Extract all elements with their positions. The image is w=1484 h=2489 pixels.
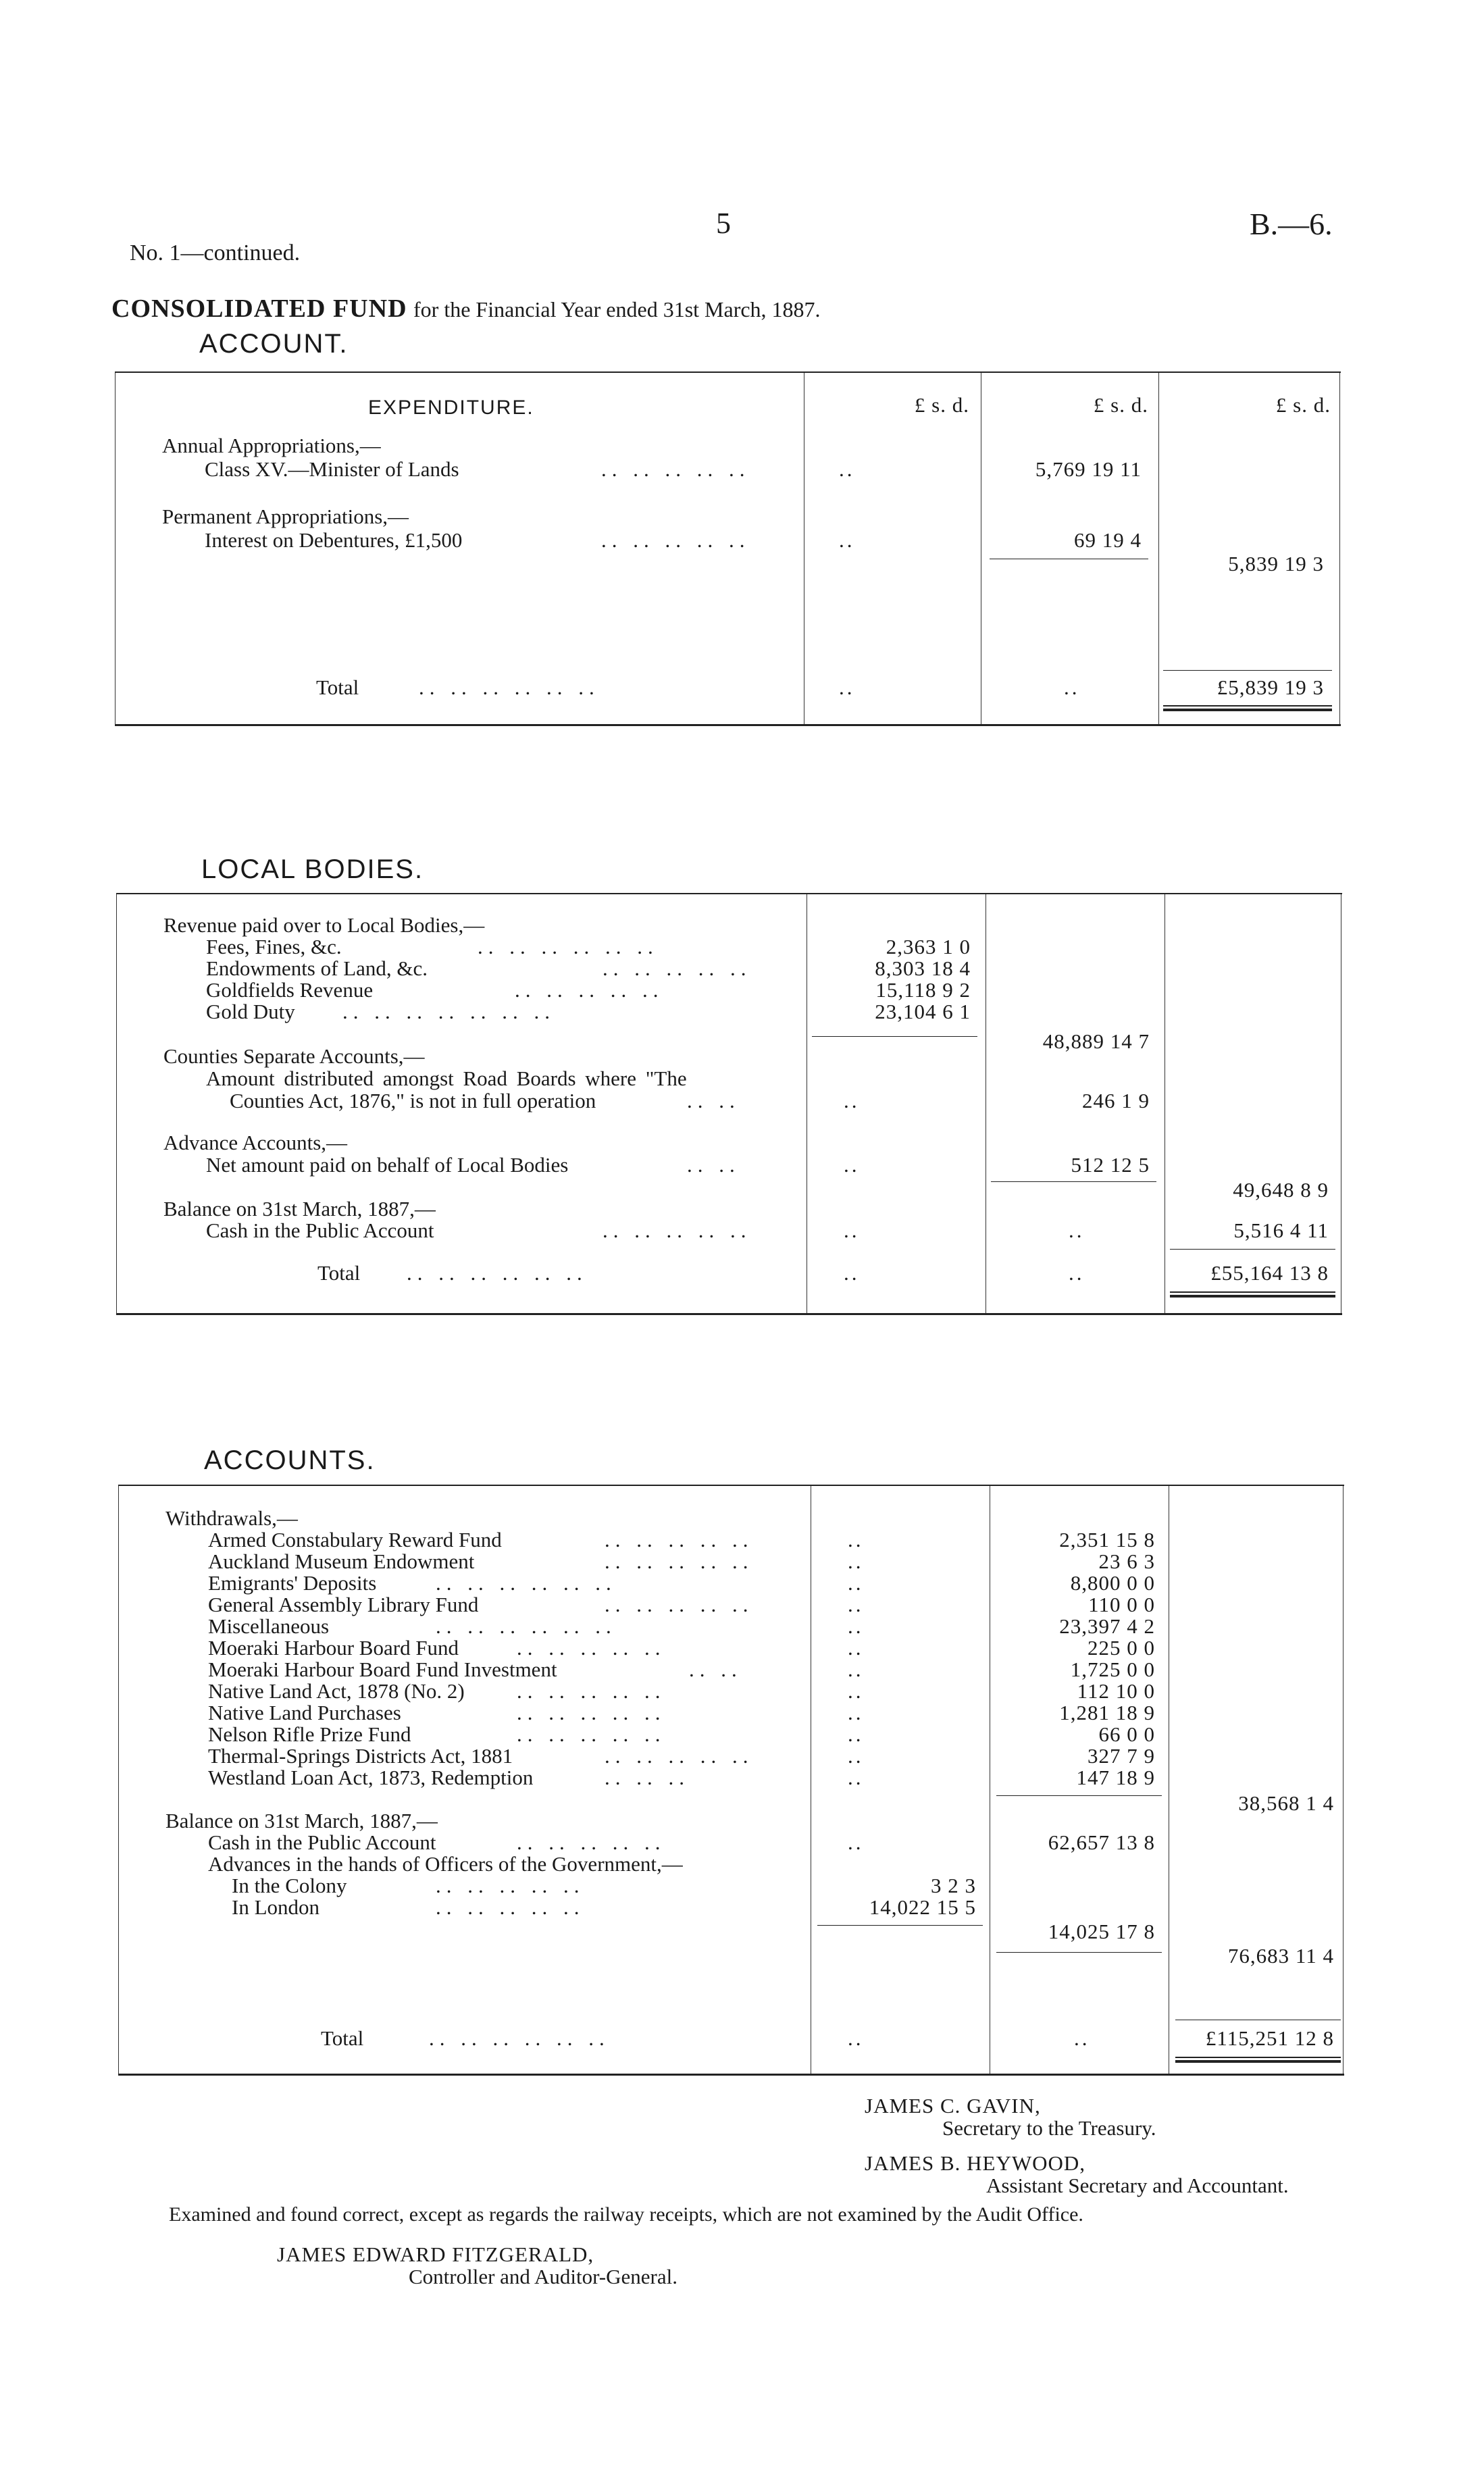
currency-head-2: £ s. d.	[1093, 393, 1148, 417]
annual-amount: 5,769 19 11	[1035, 457, 1142, 481]
empty-dots: ..	[848, 1614, 864, 1638]
fund-title-bold: CONSOLIDATED FUND	[111, 294, 407, 323]
balance-amount: 5,516 4 11	[1233, 1218, 1329, 1242]
doc-ref: B.—6.	[1250, 207, 1333, 241]
advance-item: Net amount paid on behalf of Local Bodies	[206, 1153, 569, 1177]
counties-amount: 246 1 9	[1082, 1089, 1150, 1112]
acc-balance-label: Balance on 31st March, 1887,—	[165, 1809, 438, 1832]
empty-dots: ..	[839, 675, 855, 699]
cash-amount: 62,657 13 8	[1048, 1830, 1155, 1854]
balance-item: Cash in the Public Account	[206, 1218, 434, 1242]
acc-item-amount: 23 6 3	[1098, 1549, 1155, 1573]
lb-item-amount: 15,118 9 2	[875, 978, 971, 1002]
lb-item-label: Gold Duty	[206, 1000, 295, 1023]
empty-dots: ..	[844, 1153, 860, 1177]
empty-dots: ..	[848, 1679, 864, 1703]
empty-dots: ..	[1074, 2026, 1090, 2050]
accounts-title: ACCOUNTS.	[204, 1445, 376, 1475]
empty-dots: ..	[844, 1089, 860, 1112]
annual-item: Class XV.—Minister of Lands	[205, 457, 459, 481]
london-item: In London	[232, 1895, 320, 1919]
leader-dots: .. .. .. .. ..	[517, 1701, 666, 1724]
fund-title	[111, 294, 821, 324]
revenue-label: Revenue paid over to Local Bodies,—	[163, 913, 485, 937]
leader-dots: .. .. .. .. ..	[605, 1549, 754, 1573]
leader-dots: .. .. .. .. ..	[603, 1218, 752, 1242]
empty-dots: ..	[848, 2026, 864, 2050]
leader-dots: .. ..	[689, 1658, 742, 1681]
leader-dots: .. .. .. .. ..	[605, 1744, 754, 1768]
revenue-total: 48,889 14 7	[1042, 1029, 1150, 1053]
empty-dots: ..	[848, 1658, 864, 1681]
balance-label: Balance on 31st March, 1887,—	[163, 1197, 436, 1221]
page-number: 5	[716, 207, 731, 240]
leader-dots: .. .. .. .. ..	[517, 1679, 666, 1703]
acc-item-amount: 110 0 0	[1088, 1593, 1155, 1616]
lb-subtotal: 49,648 8 9	[1233, 1178, 1329, 1202]
account-title: ACCOUNT.	[199, 329, 349, 359]
acc-item-amount: 225 0 0	[1088, 1636, 1155, 1660]
acc-total-label: Total	[321, 2026, 364, 2050]
advance-amount: 512 12 5	[1071, 1153, 1150, 1177]
sig1-name: JAMES C. GAVIN,	[865, 2094, 1041, 2118]
empty-dots: ..	[848, 1830, 864, 1854]
empty-dots: ..	[839, 528, 855, 552]
audit-note: Examined and found correct, except as regards the railway receipts, which are not examined by the Audit Office.	[169, 2203, 1083, 2226]
sig3-title: Controller and Auditor-General.	[409, 2265, 677, 2288]
accounts-table	[118, 1485, 1344, 2076]
perm-item: Interest on Debentures, £1,500	[205, 528, 463, 552]
leader-dots: .. .. .. .. ..	[605, 1593, 754, 1616]
leader-dots: .. .. .. .. ..	[601, 528, 750, 552]
acc-item-amount: 147 18 9	[1076, 1766, 1155, 1789]
leader-dots: .. ..	[687, 1089, 740, 1112]
annual-label: Annual Appropriations,—	[162, 434, 381, 457]
empty-dots: ..	[848, 1528, 864, 1551]
acc-item-label: Westland Loan Act, 1873, Redemption	[208, 1766, 534, 1789]
currency-head-1: £ s. d.	[914, 393, 969, 417]
colony-amount: 3 2 3	[931, 1874, 976, 1897]
empty-dots: ..	[1064, 675, 1080, 699]
colony-item: In the Colony	[232, 1874, 347, 1897]
leader-dots: .. .. .. .. ..	[517, 1722, 666, 1746]
empty-dots: ..	[839, 457, 855, 481]
leader-dots: .. .. .. .. ..	[601, 457, 750, 481]
acc-item-amount: 66 0 0	[1098, 1722, 1155, 1746]
acc-item-label: Native Land Purchases	[208, 1701, 401, 1724]
lb-item-amount: 8,303 18 4	[875, 956, 971, 980]
leader-dots: .. .. .. .. .. ..	[419, 675, 600, 699]
leader-dots: .. .. .. .. ..	[436, 1874, 585, 1897]
empty-dots: ..	[848, 1744, 864, 1768]
local-bodies-title: LOCAL BODIES.	[201, 854, 424, 884]
acc-item-label: Thermal-Springs Districts Act, 1881	[208, 1744, 513, 1768]
acc-item-label: Native Land Act, 1878 (No. 2)	[208, 1679, 465, 1703]
sig3-name: JAMES EDWARD FITZGERALD,	[277, 2242, 594, 2266]
leader-dots: .. .. ..	[605, 1766, 690, 1789]
acc-item-label: Auckland Museum Endowment	[208, 1549, 475, 1573]
empty-dots: ..	[848, 1722, 864, 1746]
lb-total: £55,164 13 8	[1210, 1261, 1329, 1285]
lb-item-label: Endowments of Land, &c.	[206, 956, 428, 980]
lb-item-label: Goldfields Revenue	[206, 978, 374, 1002]
leader-dots: .. .. .. .. .. ..	[436, 1571, 617, 1595]
leader-dots: .. .. .. .. ..	[517, 1636, 666, 1660]
empty-dots: ..	[848, 1549, 864, 1573]
leader-dots: .. .. .. .. ..	[517, 1830, 666, 1854]
perm-label: Permanent Appropriations,—	[162, 505, 409, 528]
leader-dots: .. .. .. .. .. ..	[478, 935, 659, 958]
sig2-name: JAMES B. HEYWOOD,	[865, 2151, 1085, 2175]
withdrawals-total: 38,568 1 4	[1238, 1791, 1334, 1815]
lb-item-amount: 2,363 1 0	[886, 935, 971, 958]
lb-item-label: Fees, Fines, &c.	[206, 935, 342, 958]
currency-head-3: £ s. d.	[1275, 393, 1331, 417]
empty-dots: ..	[848, 1636, 864, 1660]
withdrawals-label: Withdrawals,—	[165, 1506, 298, 1530]
acc-item-label: Armed Constabulary Reward Fund	[208, 1528, 502, 1551]
leader-dots: .. .. .. .. .. ..	[436, 1614, 617, 1638]
account-subtotal: 5,839 19 3	[1228, 552, 1324, 575]
advance-label: Advance Accounts,—	[163, 1131, 348, 1154]
leader-dots: .. .. .. .. ..	[603, 956, 752, 980]
sig1-title: Secretary to the Treasury.	[942, 2116, 1156, 2140]
advances-label: Advances in the hands of Officers of the Government,—	[208, 1852, 683, 1876]
leader-dots: .. .. .. .. ..	[515, 978, 664, 1002]
account-table	[115, 371, 1341, 726]
leader-dots: .. .. .. .. .. .. ..	[342, 1000, 555, 1023]
account-total: £5,839 19 3	[1217, 675, 1324, 699]
empty-dots: ..	[1069, 1261, 1085, 1285]
acc-item-label: Emigrants' Deposits	[208, 1571, 377, 1595]
acc-item-label: Moeraki Harbour Board Fund	[208, 1636, 459, 1660]
empty-dots: ..	[1069, 1218, 1085, 1242]
leader-dots: .. .. .. .. ..	[605, 1528, 754, 1551]
counties-line1: Amount distributed amongst Road Boards where "The	[206, 1067, 687, 1090]
acc-item-amount: 2,351 15 8	[1059, 1528, 1155, 1551]
counties-line2: Counties Act, 1876," is not in full operation	[230, 1089, 596, 1112]
leader-dots: .. .. .. .. .. ..	[429, 2026, 610, 2050]
acc-item-amount: 1,281 18 9	[1059, 1701, 1155, 1724]
empty-dots: ..	[848, 1701, 864, 1724]
leader-dots: .. .. .. .. .. ..	[407, 1261, 588, 1285]
continued-label: No. 1—continued.	[130, 240, 301, 265]
acc-balance-total: 76,683 11 4	[1227, 1944, 1334, 1968]
acc-total: £115,251 12 8	[1205, 2026, 1334, 2050]
london-amount: 14,022 15 5	[869, 1895, 976, 1919]
lb-item-amount: 23,104 6 1	[875, 1000, 971, 1023]
fund-subtitle: for the Financial Year ended 31st March, 1887.	[413, 297, 821, 322]
empty-dots: ..	[848, 1571, 864, 1595]
acc-item-amount: 23,397 4 2	[1059, 1614, 1155, 1638]
expenditure-head: EXPENDITURE.	[368, 396, 534, 419]
counties-label: Counties Separate Accounts,—	[163, 1044, 425, 1068]
acc-item-label: Miscellaneous	[208, 1614, 330, 1638]
acc-item-label: Moeraki Harbour Board Fund Investment	[208, 1658, 557, 1681]
leader-dots: .. .. .. .. ..	[436, 1895, 585, 1919]
lb-total-label: Total	[317, 1261, 361, 1285]
acc-item-label: Nelson Rifle Prize Fund	[208, 1722, 411, 1746]
advances-total: 14,025 17 8	[1048, 1920, 1155, 1943]
acc-item-amount: 112 10 0	[1077, 1679, 1155, 1703]
acc-item-amount: 8,800 0 0	[1070, 1571, 1155, 1595]
acc-item-label: General Assembly Library Fund	[208, 1593, 479, 1616]
local-bodies-table	[116, 893, 1342, 1315]
sig2-title: Assistant Secretary and Accountant.	[986, 2174, 1289, 2197]
leader-dots: .. ..	[687, 1153, 740, 1177]
empty-dots: ..	[848, 1593, 864, 1616]
empty-dots: ..	[844, 1218, 860, 1242]
account-total-label: Total	[316, 675, 359, 699]
acc-item-amount: 1,725 0 0	[1070, 1658, 1155, 1681]
cash-item: Cash in the Public Account	[208, 1830, 436, 1854]
empty-dots: ..	[844, 1261, 860, 1285]
perm-amount: 69 19 4	[1074, 528, 1142, 552]
empty-dots: ..	[848, 1766, 864, 1789]
acc-item-amount: 327 7 9	[1088, 1744, 1155, 1768]
